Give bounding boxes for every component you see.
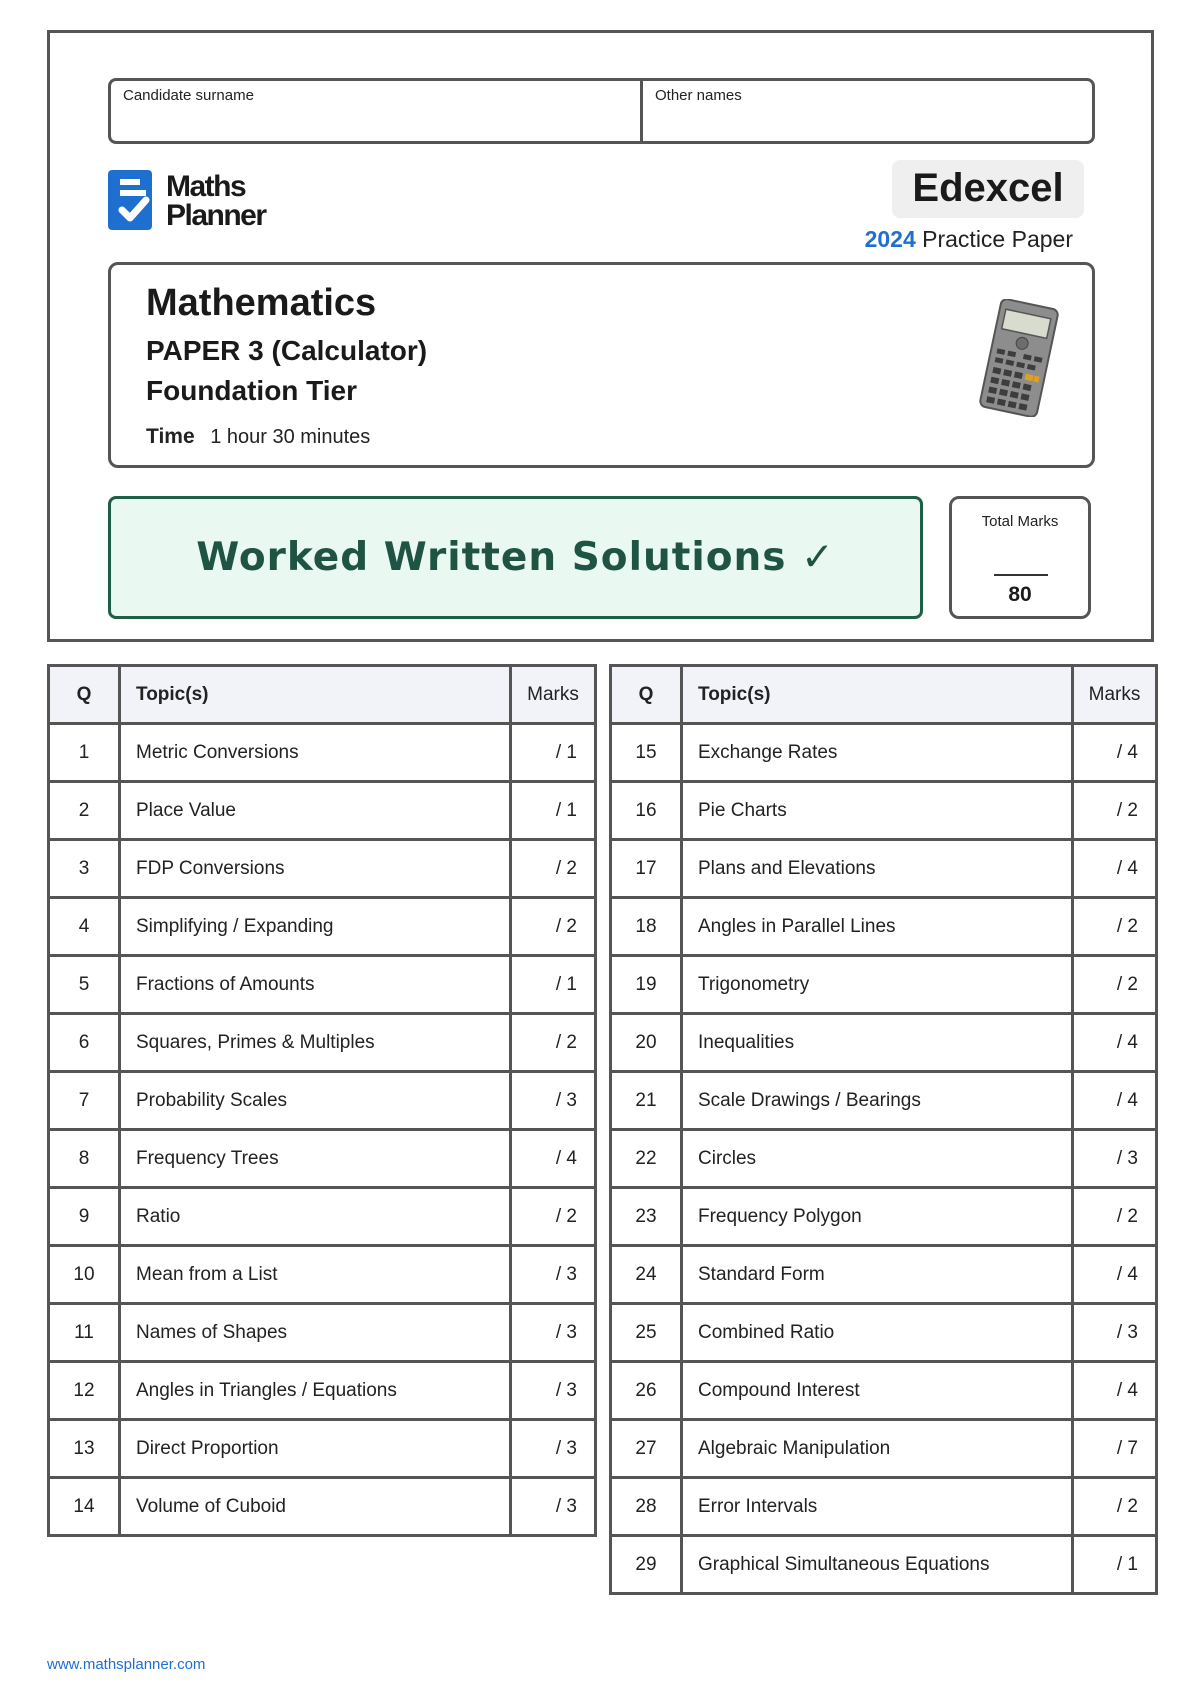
question-number: 4	[49, 898, 120, 956]
questions-table-right	[609, 664, 1158, 1595]
question-row	[49, 1478, 596, 1536]
question-marks: / 3	[1073, 1130, 1157, 1188]
question-marks: / 3	[511, 1478, 596, 1536]
question-number: 10	[49, 1246, 120, 1304]
question-marks: / 4	[1073, 1014, 1157, 1072]
question-marks: / 2	[511, 1014, 596, 1072]
question-row	[49, 724, 596, 782]
paper-type: Practice Paper	[922, 226, 1073, 252]
question-topic: Error Intervals	[682, 1478, 1073, 1536]
question-topic: Metric Conversions	[120, 724, 511, 782]
exam-board-badge: Edexcel	[892, 160, 1084, 218]
question-topic: Plans and Elevations	[682, 840, 1073, 898]
question-number: 15	[611, 724, 682, 782]
question-marks: / 2	[1073, 782, 1157, 840]
question-topic: FDP Conversions	[120, 840, 511, 898]
question-row	[611, 1362, 1157, 1420]
header-marks: Marks	[511, 666, 596, 724]
question-row	[611, 1478, 1157, 1536]
question-topic: Volume of Cuboid	[120, 1478, 511, 1536]
question-row	[49, 1246, 596, 1304]
question-marks: / 4	[1073, 1072, 1157, 1130]
question-row	[49, 898, 596, 956]
question-number: 21	[611, 1072, 682, 1130]
question-number: 14	[49, 1478, 120, 1536]
question-row	[49, 782, 596, 840]
question-marks: / 1	[1073, 1536, 1157, 1594]
question-row	[611, 1246, 1157, 1304]
total-marks-label: Total Marks	[981, 513, 1059, 530]
tier-label: Foundation Tier	[146, 375, 358, 406]
question-number: 3	[49, 840, 120, 898]
header-topic: Topic(s)	[120, 666, 511, 724]
question-topic: Ratio	[120, 1188, 511, 1246]
question-marks: / 3	[511, 1246, 596, 1304]
question-marks: / 4	[511, 1130, 596, 1188]
question-row	[49, 1420, 596, 1478]
question-row	[611, 956, 1157, 1014]
question-number: 20	[611, 1014, 682, 1072]
question-marks: / 1	[511, 724, 596, 782]
paper-name: PAPER 3 (Calculator)	[146, 335, 428, 366]
question-number: 12	[49, 1362, 120, 1420]
question-row	[611, 1072, 1157, 1130]
question-marks: / 4	[1073, 840, 1157, 898]
paper-year: 2024	[864, 226, 916, 252]
question-marks: / 2	[1073, 1478, 1157, 1536]
question-number: 18	[611, 898, 682, 956]
calculator-icon	[978, 299, 1060, 417]
question-topic: Angles in Parallel Lines	[682, 898, 1073, 956]
question-topic: Names of Shapes	[120, 1304, 511, 1362]
question-topic: Direct Proportion	[120, 1420, 511, 1478]
candidate-surname-label: Candidate surname	[123, 87, 254, 104]
question-number: 17	[611, 840, 682, 898]
worked-solutions-banner: Worked Written Solutions ✓	[108, 496, 923, 619]
question-topic: Fractions of Amounts	[120, 956, 511, 1014]
question-number: 19	[611, 956, 682, 1014]
question-number: 9	[49, 1188, 120, 1246]
question-row	[49, 1362, 596, 1420]
question-topic: Frequency Trees	[120, 1130, 511, 1188]
question-topic: Compound Interest	[682, 1362, 1073, 1420]
question-row	[49, 1014, 596, 1072]
question-marks: / 3	[1073, 1304, 1157, 1362]
question-row	[611, 1130, 1157, 1188]
question-number: 26	[611, 1362, 682, 1420]
question-topic: Angles in Triangles / Equations	[120, 1362, 511, 1420]
question-number: 27	[611, 1420, 682, 1478]
other-names-field[interactable]	[643, 81, 1092, 141]
question-row	[49, 1130, 596, 1188]
question-number: 22	[611, 1130, 682, 1188]
paper-title-box	[108, 262, 1095, 468]
question-row	[611, 1536, 1157, 1594]
logo-wordmark	[166, 172, 266, 230]
question-row	[611, 782, 1157, 840]
question-row	[49, 1188, 596, 1246]
question-topic: Inequalities	[682, 1014, 1073, 1072]
question-marks: / 3	[511, 1362, 596, 1420]
question-number: 25	[611, 1304, 682, 1362]
question-marks: / 1	[511, 956, 596, 1014]
question-marks: / 2	[511, 898, 596, 956]
logo-line-2: Planner	[166, 199, 266, 232]
table-header-row	[611, 666, 1157, 724]
time-value: 1 hour 30 minutes	[210, 426, 371, 448]
question-marks: / 4	[1073, 724, 1157, 782]
question-number: 5	[49, 956, 120, 1014]
question-topic: Algebraic Manipulation	[682, 1420, 1073, 1478]
total-marks-value: 80	[1008, 583, 1032, 606]
question-number: 16	[611, 782, 682, 840]
logo-line-1: Maths	[166, 170, 246, 203]
question-marks: / 3	[511, 1420, 596, 1478]
question-row	[49, 1304, 596, 1362]
header-topic: Topic(s)	[682, 666, 1073, 724]
question-topic: Circles	[682, 1130, 1073, 1188]
question-row	[611, 1420, 1157, 1478]
question-topic: Scale Drawings / Bearings	[682, 1072, 1073, 1130]
question-row	[611, 840, 1157, 898]
maths-planner-logo	[108, 170, 288, 240]
question-number: 7	[49, 1072, 120, 1130]
question-row	[49, 840, 596, 898]
question-topic: Standard Form	[682, 1246, 1073, 1304]
question-marks: / 2	[1073, 956, 1157, 1014]
question-number: 1	[49, 724, 120, 782]
question-marks: / 4	[1073, 1246, 1157, 1304]
question-marks: / 3	[511, 1304, 596, 1362]
total-marks-box	[949, 496, 1091, 619]
question-number: 23	[611, 1188, 682, 1246]
question-topic: Squares, Primes & Multiples	[120, 1014, 511, 1072]
time-row	[146, 425, 370, 449]
question-marks: / 2	[511, 1188, 596, 1246]
question-marks: / 4	[1073, 1362, 1157, 1420]
question-number: 29	[611, 1536, 682, 1594]
other-names-label: Other names	[655, 87, 742, 104]
header-q: Q	[611, 666, 682, 724]
logo-mark-icon	[108, 170, 160, 232]
header-marks: Marks	[1073, 666, 1157, 724]
question-number: 2	[49, 782, 120, 840]
footer-website-link[interactable]: www.mathsplanner.com	[47, 1656, 206, 1673]
candidate-surname-field[interactable]	[111, 81, 643, 141]
question-row	[611, 724, 1157, 782]
question-marks: / 2	[511, 840, 596, 898]
question-row	[611, 1304, 1157, 1362]
question-number: 24	[611, 1246, 682, 1304]
question-topic: Place Value	[120, 782, 511, 840]
header-q: Q	[49, 666, 120, 724]
question-marks: / 2	[1073, 898, 1157, 956]
question-topic: Trigonometry	[682, 956, 1073, 1014]
question-marks: / 1	[511, 782, 596, 840]
question-row	[49, 956, 596, 1014]
question-marks: / 3	[511, 1072, 596, 1130]
question-topic: Exchange Rates	[682, 724, 1073, 782]
question-marks: / 7	[1073, 1420, 1157, 1478]
practice-paper-label	[865, 226, 1073, 253]
question-topic: Pie Charts	[682, 782, 1073, 840]
question-marks: / 2	[1073, 1188, 1157, 1246]
question-topic: Graphical Simultaneous Equations	[682, 1536, 1073, 1594]
question-topic: Simplifying / Expanding	[120, 898, 511, 956]
question-number: 8	[49, 1130, 120, 1188]
question-topic: Frequency Polygon	[682, 1188, 1073, 1246]
question-row	[611, 898, 1157, 956]
question-row	[49, 1072, 596, 1130]
question-topic: Probability Scales	[120, 1072, 511, 1130]
time-label: Time	[146, 425, 195, 448]
question-number: 13	[49, 1420, 120, 1478]
question-row	[611, 1188, 1157, 1246]
question-number: 11	[49, 1304, 120, 1362]
candidate-name-box	[108, 78, 1095, 144]
subject-title: Mathematics	[146, 282, 377, 324]
questions-table-left	[47, 664, 597, 1537]
total-marks-line	[994, 574, 1048, 576]
question-topic: Combined Ratio	[682, 1304, 1073, 1362]
question-number: 28	[611, 1478, 682, 1536]
question-number: 6	[49, 1014, 120, 1072]
question-topic: Mean from a List	[120, 1246, 511, 1304]
table-header-row	[49, 666, 596, 724]
question-row	[611, 1014, 1157, 1072]
